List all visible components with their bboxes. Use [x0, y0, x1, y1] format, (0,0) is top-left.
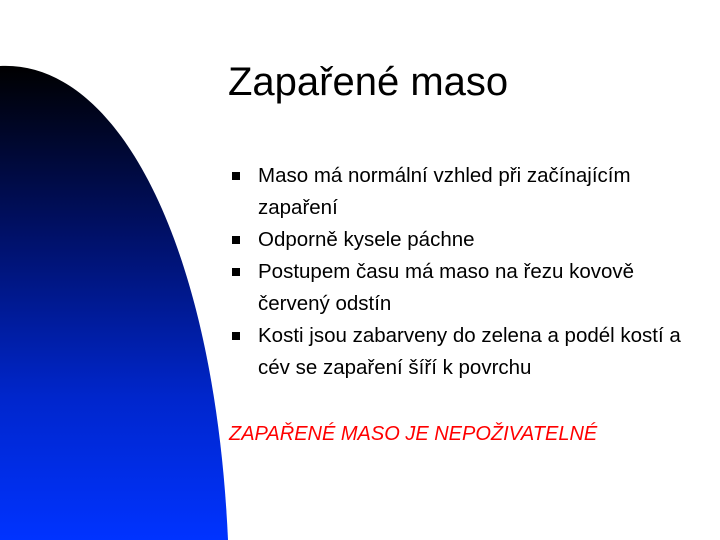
- bullet-text: Odporně kysele páchne: [258, 228, 475, 251]
- square-bullet-icon: [232, 172, 240, 180]
- square-bullet-icon: [232, 268, 240, 276]
- bullet-item: [232, 160, 702, 224]
- bullet-text: Maso má normální vzhled při začínajícím zapaření: [258, 164, 631, 219]
- square-bullet-icon: [232, 236, 240, 244]
- bullet-list: [232, 160, 702, 384]
- bullet-item: [232, 320, 702, 384]
- bullet-item: [232, 224, 702, 256]
- bullet-text: Kosti jsou zabarveny do zelena a podél kostí a cév se zapaření šíří k povrchu: [258, 324, 681, 379]
- slide-title: Zapařené maso: [228, 60, 509, 104]
- square-bullet-icon: [232, 332, 240, 340]
- bullet-text: Postupem času má maso na řezu kovově červený odstín: [258, 260, 635, 315]
- bullet-item: [232, 256, 702, 320]
- warning-text: ZAPAŘENÉ MASO JE NEPOŽIVATELNÉ: [229, 423, 598, 445]
